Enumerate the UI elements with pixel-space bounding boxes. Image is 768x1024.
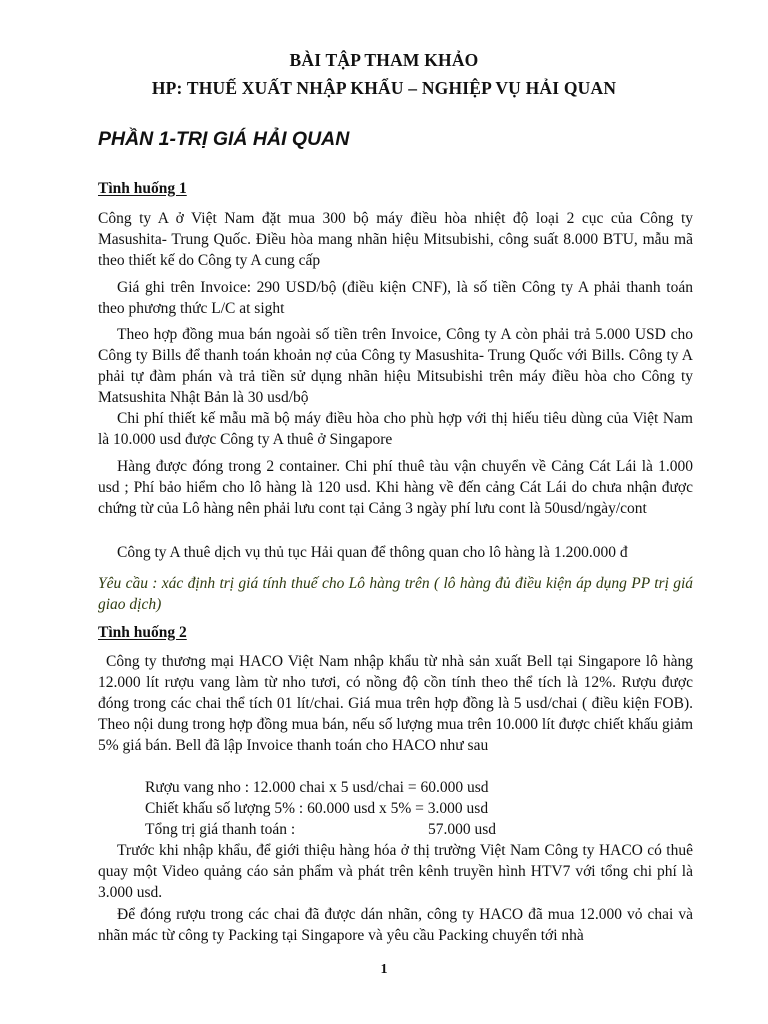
case-1-paragraph-1: Công ty A ở Việt Nam đặt mua 300 bộ máy điều hòa nhiệt độ loại 2 cục của Công ty Masushita- Trung Quốc. Điều hòa mang nhãn hiệu Mitsubishi, công suất 8.000 BTU, mẫu mã theo thiết kế do Công ty A cung cấp [98, 210, 693, 269]
section-heading: PHẦN 1-TRỊ GIÁ HẢI QUAN [98, 128, 350, 150]
case-2-heading: Tình huống 2 [98, 624, 187, 641]
case-2-paragraph-2: Trước khi nhập khẩu, để giới thiệu hàng hóa ở thị trường Việt Nam Công ty HACO có thuê quay một Video quảng cáo sản phẩm và phát trên kênh truyền hình HTV7 với tổng chi phí là 3.000 usd. [98, 842, 693, 901]
case-1-heading: Tình huống 1 [98, 180, 187, 197]
case-1-paragraph-2: Giá ghi trên Invoice: 290 USD/bộ (điều kiện CNF), là số tiền Công ty A phải thanh toán theo phương thức L/C at sight [98, 279, 693, 317]
case-2-paragraph-3: Để đóng rượu trong các chai đã được dán nhãn, công ty HACO đã mua 12.000 vỏ chai và nhãn mác từ công ty Packing tại Singapore và yêu cầu Packing chuyển tới nhà [98, 906, 693, 944]
case-2-paragraph-1: Công ty thương mại HACO Việt Nam nhập khẩu từ nhà sản xuất Bell tại Singapore lô hàng 12.000 lít rượu vang làm từ nho tươi, có nồng độ cồn tính theo thể tích là 12%. Rượu được đóng trong các chai thể tích 01 lít/chai. Giá mua trên hợp đồng là 5 usd/chai ( điều kiện FOB). Theo nội dung trong hợp đồng mua bán, nếu số lượng mua trên 10.000 lít được chiết khấu giảm 5% giá bán. Bell đã lập Invoice thanh toán cho HACO như sau [98, 653, 693, 754]
document-title-line-1: BÀI TẬP THAM KHẢO [289, 50, 479, 70]
document-title-line-2: HP: THUẾ XUẤT NHẬP KHẨU – NGHIỆP VỤ HẢI QUAN [151, 78, 617, 98]
case-1-paragraph-6: Công ty A thuê dịch vụ thủ tục Hải quan để thông quan cho lô hàng là 1.200.000 đ [117, 544, 628, 561]
case-1-requirement: Yêu cầu : xác định trị giá tính thuế cho Lô hàng trên ( lô hàng đủ điều kiện áp dụng PP trị giá giao dịch) [98, 575, 693, 613]
invoice-line-3-value: 57.000 usd [428, 821, 497, 838]
invoice-line-3-label: Tổng trị giá thanh toán : [145, 821, 296, 838]
case-1-paragraph-4: Chi phí thiết kế mẫu mã bộ máy điều hòa cho phù hợp với thị hiếu tiêu dùng của Việt Nam là 10.000 usd được Công ty A thuê ở Singapore [98, 410, 693, 448]
invoice-line-2: Chiết khấu số lượng 5% : 60.000 usd x 5% = 3.000 usd [145, 800, 489, 817]
invoice-line-1: Rượu vang nho : 12.000 chai x 5 usd/chai = 60.000 usd [145, 779, 489, 796]
page-number: 1 [380, 962, 388, 977]
case-1-paragraph-3: Theo hợp đồng mua bán ngoài số tiền trên Invoice, Công ty A còn phải trả 5.000 USD cho Công ty Bills để thanh toán khoản nợ của Công ty Masushita- Trung Quốc với Bills. Công ty A phải tự đàm phán và trả tiền sử dụng nhãn hiệu Mitsubishi trên máy điều hòa cho Công ty Matsushita Nhật Bản là 30 usd/bộ [98, 326, 693, 406]
case-1-paragraph-5: Hàng được đóng trong 2 container. Chi phí thuê tàu vận chuyển về Cảng Cát Lái là 1.000 usd ; Phí bảo hiểm cho lô hàng là 120 usd. Khi hàng về đến cảng Cát Lái do chưa nhận được chứng từ của Lô hàng nên phải lưu cont tại Cảng 3 ngày phí lưu cont là 50usd/ngày/cont [98, 458, 693, 517]
